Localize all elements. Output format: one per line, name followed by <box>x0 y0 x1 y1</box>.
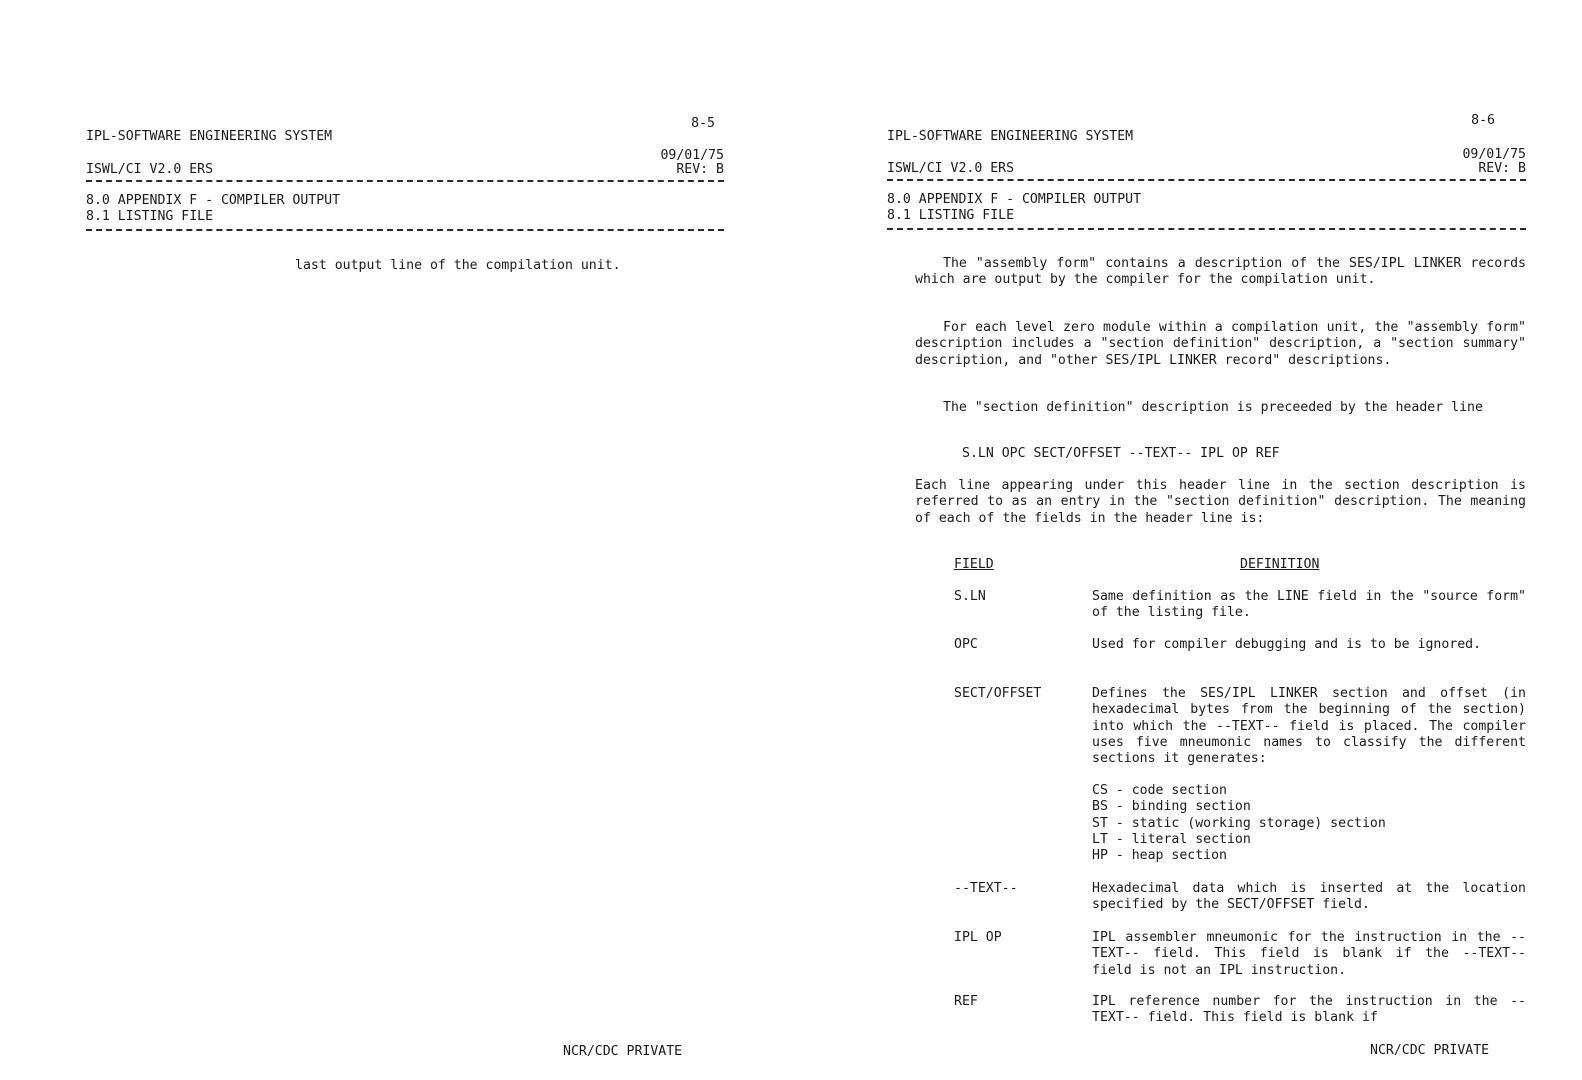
field-definition: IPL assembler mneumonic for the instruction in the --TEXT-- field. This field is blank if the --TEXT-- field is not an IPL instruction. <box>1092 930 1526 978</box>
paragraph-header-line-intro: The "section definition" description is preceeded by the header line <box>943 400 1483 415</box>
field-definition: IPL reference number for the instruction in the --TEXT-- field. This field is blank if <box>1092 994 1526 1026</box>
field-definition: Used for compiler debugging and is to be ignored. <box>1092 637 1482 652</box>
field-definition: Same definition as the LINE field in the "source form" of the listing file. <box>1092 589 1526 621</box>
header-rule <box>86 180 724 182</box>
system-title: IPL-SOFTWARE ENGINEERING SYSTEM <box>887 129 1134 144</box>
revision: REV: B <box>1478 161 1526 176</box>
field-name: IPL OP <box>954 930 1002 945</box>
document-id: ISWL/CI V2.0 ERS <box>887 161 1015 176</box>
header-rule <box>887 179 1526 181</box>
section-code-list <box>1092 783 1386 864</box>
field-name: OPC <box>954 637 978 652</box>
left-page <box>0 0 760 1080</box>
header-line-example: S.LN OPC SECT/OFFSET --TEXT-- IPL OP REF <box>962 446 1280 461</box>
section-code: BS - binding section <box>1092 799 1251 815</box>
subsection-title: 8.1 LISTING FILE <box>86 209 214 224</box>
field-definition: Hexadecimal data which is inserted at the location specified by the SECT/OFFSET field. <box>1092 881 1526 913</box>
subsection-title: 8.1 LISTING FILE <box>887 208 1015 223</box>
field-name: S.LN <box>954 589 986 604</box>
body-text: last output line of the compilation unit. <box>295 258 621 273</box>
document-id: ISWL/CI V2.0 ERS <box>86 162 214 177</box>
field-name: REF <box>954 994 978 1009</box>
section-code: HP - heap section <box>1092 848 1227 864</box>
field-column-header: FIELD <box>954 557 994 572</box>
document-date: 09/01/75 <box>1462 147 1526 162</box>
document-date: 09/01/75 <box>660 148 724 163</box>
revision: REV: B <box>676 162 724 177</box>
section-code: CS - code section <box>1092 783 1227 798</box>
field-name: SECT/OFFSET <box>954 686 1042 701</box>
paragraph-level-zero-module: For each level zero module within a compilation unit, the "assembly form" description includes a "section definition" description, a "section summary" description, and "other SES/IPL LINKER record" descriptions. <box>915 320 1526 368</box>
page-number: 8-6 <box>1471 113 1495 128</box>
field-definition: Defines the SES/IPL LINKER section and offset (in hexadecimal bytes from the beginning of the section) into which the --TEXT-- field is placed. The compiler uses five mneumonic names to classify the different sections it generates: <box>1092 686 1526 767</box>
paragraph-assembly-form: The "assembly form" contains a description of the SES/IPL LINKER records which are output by the compiler for the compilation unit. <box>915 256 1526 288</box>
system-title: IPL-SOFTWARE ENGINEERING SYSTEM <box>86 129 333 144</box>
right-page <box>780 0 1582 1080</box>
section-title: 8.0 APPENDIX F - COMPILER OUTPUT <box>86 193 341 208</box>
page-footer: NCR/CDC PRIVATE <box>563 1044 683 1059</box>
section-code: ST - static (working storage) section <box>1092 815 1386 831</box>
section-title: 8.0 APPENDIX F - COMPILER OUTPUT <box>887 192 1142 207</box>
section-code: LT - literal section <box>1092 831 1251 847</box>
paragraph-entry-meaning: Each line appearing under this header line in the section description is referred to as an entry in the "section definition" description. The meaning of each of the fields in the header line is: <box>915 478 1526 526</box>
field-name: --TEXT-- <box>954 881 1018 896</box>
definition-column-header: DEFINITION <box>1240 557 1320 572</box>
page-footer: NCR/CDC PRIVATE <box>1370 1043 1490 1058</box>
section-rule <box>887 228 1526 230</box>
section-rule <box>86 229 724 231</box>
page-number: 8-5 <box>691 116 715 131</box>
